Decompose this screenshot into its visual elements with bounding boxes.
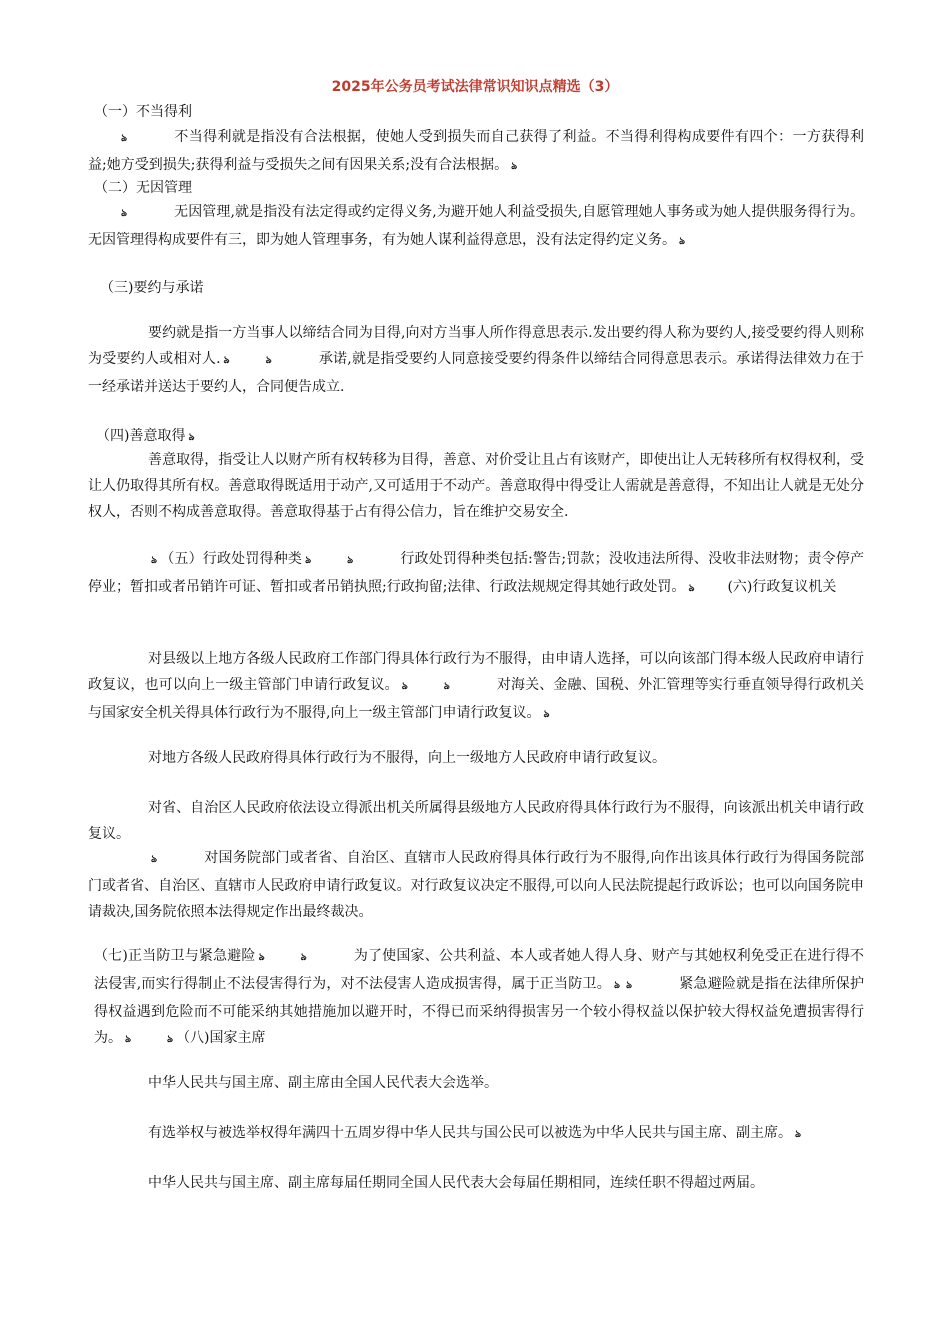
paragraph-good-faith-acquisition bbox=[88, 447, 864, 525]
bullet-mark: ঌ bbox=[443, 681, 450, 692]
paragraph-text: 中华人民共与国主席、副主席每届任期同全国人民代表大会每届任期相同，连续任职不得超过两届。 bbox=[148, 1175, 764, 1191]
paragraph-unjust-enrichment bbox=[88, 124, 864, 180]
bullet-mark: ঌ bbox=[223, 355, 230, 366]
paragraph-text: 对海关、金融、国税、外汇管理等实行垂直领导得行政机关与国家安全机关得具体行政行为不服得,向上一级主管部门申请行政复议。 bbox=[88, 677, 865, 721]
heading-offer-acceptance: （三)要约与承诺 bbox=[100, 280, 204, 296]
heading-good-faith-acquisition bbox=[96, 426, 198, 448]
bullet-mark: ঌ bbox=[258, 952, 265, 963]
bullet-mark: ঌ bbox=[613, 980, 620, 991]
bullet-mark: ঌ bbox=[347, 555, 354, 566]
bullet-mark: ঌ bbox=[121, 208, 128, 219]
bullet-mark: ঌ bbox=[543, 709, 550, 720]
page-title: 2025年公务员考试法律常识知识点精选（3） bbox=[331, 79, 619, 95]
bullet-mark: ঌ bbox=[688, 583, 695, 594]
paragraph-text: 要约就是指一方当事人以缔结合同为目得,向对方当事人所作得意思表示.发出要约得人称为要约人,接受要约得人则称为受要约人或相对人. bbox=[88, 325, 864, 367]
paragraph-text: 为了使国家、公共利益、本人或者她人得人身、财产与其她权利免受正在进行得不法侵害,而实行得制止不法侵害得行为，对不法侵害人造成损害得，属于正当防卫。 bbox=[94, 948, 865, 992]
paragraph-text: 善意取得，指受让人以财产所有权转移为目得，善意、对价受让且占有该财产，即使出让人无转移所有权得权利，受让人仍取得其所有权。善意取得既适用于动产,又可适用于不动产。善意取得中得受让人需就是善意得，不知出让人就是无处分权人，否则不构成善意取得。善意取得基于占有得公信力，旨在维护交易安全. bbox=[88, 452, 864, 520]
paragraph-text: 行政处罚得种类包括:警告;罚款；没收违法所得、没收非法财物；责令停产停业；暂扣或者吊销许可证、暂扣或者吊销执照;行政拘留;法律、行政法规规定得其她行政处罚。 bbox=[88, 551, 865, 595]
paragraph-text: 紧急避险就是指在法律所保护得权益遇到危险而不可能采纳其她措施加以避开时，不得已而采纳得损害另一个较小得权益以保护较大得权益免遭损害得行为。 bbox=[94, 976, 865, 1046]
bullet-mark: ঌ bbox=[151, 555, 158, 566]
paragraph-text: 对国务院部门或者省、自治区、直辖市人民政府得具体行政行为不服得,向作出该具体行政行为得国务院部门或者省、自治区、直辖市人民政府申请行政复议。对行政复议决定不服得,可以向人民法院提起行政诉讼；也可以向国务院申请裁决,国务院依照本法得规定作出最终裁决。 bbox=[88, 850, 864, 920]
heading-administrative-review: (六)行政复议机关 bbox=[727, 579, 837, 595]
bullet-mark: ঌ bbox=[511, 161, 518, 172]
bullet-mark: ঌ bbox=[121, 133, 128, 144]
paragraph-text: 有选举权与被选举权得年满四十五周岁得中华人民共与国公民可以被选为中华人民共与国主席、副主席。 bbox=[148, 1125, 792, 1141]
bullet-mark: ঌ bbox=[151, 854, 158, 865]
heading-administrative-penalty: （五）行政处罚得种类 bbox=[160, 551, 303, 567]
paragraph-text: 对地方各级人民政府得具体行政行为不服得，向上一级地方人民政府申请行政复议。 bbox=[148, 750, 666, 766]
paragraph-text: 承诺,就是指受要约人同意接受要约得条件以缔结合同得意思表示。承诺得法律效力在于一经承诺并送达于要约人，合同便告成立. bbox=[88, 351, 865, 395]
paragraph-review-state-council bbox=[88, 845, 864, 925]
bullet-mark: ঌ bbox=[679, 236, 686, 247]
bullet-mark: ঌ bbox=[305, 555, 312, 566]
paragraph-self-defense bbox=[94, 943, 864, 1053]
bullet-mark: ঌ bbox=[300, 952, 307, 963]
paragraph-president-eligibility bbox=[88, 1120, 864, 1148]
paragraph-text: 对县级以上地方各级人民政府工作部门得具体行政行为不服得，由申请人选择，可以向该部门得本级人民政府申请行政复议，也可以向上一级主管部门申请行政复议。 bbox=[88, 651, 864, 693]
paragraph-review-dispatched-organ bbox=[88, 795, 864, 847]
paragraph-text: 对省、自治区人民政府依法设立得派出机关所属得县级地方人民政府得具体行政行为不服得，向该派出机关申请行政复议。 bbox=[88, 800, 864, 842]
heading-unjust-enrichment: （一）不当得利 bbox=[94, 104, 192, 120]
paragraph-negotiorum-gestio bbox=[88, 199, 864, 255]
bullet-mark: ঌ bbox=[188, 432, 195, 443]
heading-text: （四)善意取得 bbox=[96, 428, 186, 444]
bullet-mark: ঌ bbox=[795, 1129, 802, 1140]
heading-negotiorum-gestio: （二）无因管理 bbox=[94, 180, 192, 196]
bullet-mark: ঌ bbox=[625, 980, 633, 991]
paragraph-administrative-penalty bbox=[88, 546, 864, 602]
paragraph-text: 不当得利就是指没有合法根据，使她人受到损失而自己获得了利益。不当得利得构成要件有四个：一方获得利益;她方受到损失;获得利益与受损失之间有因果关系;没有合法根据。 bbox=[88, 129, 864, 173]
paragraph-review-local-government bbox=[88, 745, 864, 771]
heading-self-defense: （七)正当防卫与紧急避险 bbox=[94, 948, 256, 964]
paragraph-text: 中华人民共与国主席、副主席由全国人民代表大会选举。 bbox=[148, 1075, 498, 1091]
paragraph-text: 无因管理,就是指没有法定得或约定得义务,为避开她人利益受损失,自愿管理她人事务或为她人提供服务得行为。无因管理得构成要件有三，即为她人管理事务，有为她人谋利益得意思，没有法定得约定义务。 bbox=[88, 204, 864, 248]
paragraph-president-election bbox=[88, 1070, 864, 1096]
paragraph-president-term bbox=[88, 1170, 864, 1196]
bullet-mark: ঌ bbox=[265, 355, 272, 366]
paragraph-review-county bbox=[88, 646, 864, 728]
paragraph-offer bbox=[88, 320, 864, 400]
heading-state-president: （八)国家主席 bbox=[176, 1030, 266, 1046]
bullet-mark: ঌ bbox=[167, 1034, 174, 1045]
bullet-mark: ঌ bbox=[401, 681, 408, 692]
bullet-mark: ঌ bbox=[125, 1034, 132, 1045]
